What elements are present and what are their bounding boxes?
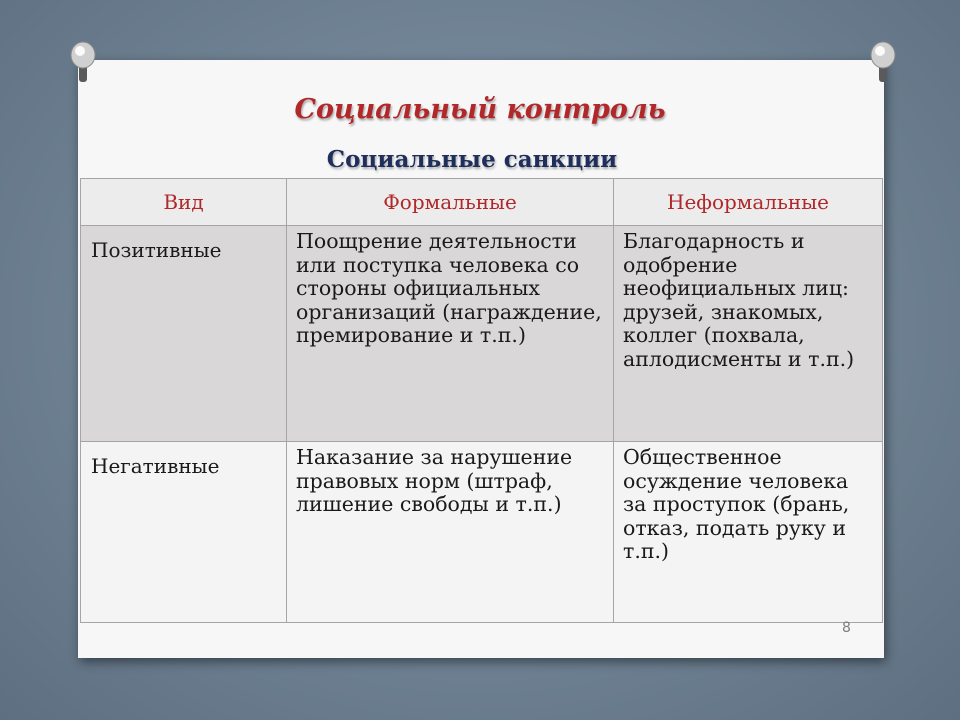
slide-number: 8 [842,620,851,636]
formal-text: Наказание за нарушение правовых норм (штраф, лишение свободы и т.п.) [296,445,573,516]
pushpin-icon [868,40,898,84]
row-type-label: Негативные [91,454,220,478]
informal-text: Общественное осуждение человека за проступок (брань, отказ, подать руку и т.п.) [623,445,850,563]
row-type-cell [81,226,287,442]
slide-title: Социальный контроль [294,94,666,125]
slide-subtitle: Социальные санкции [326,146,618,173]
table-header-row [81,179,883,226]
informal-cell [614,226,883,442]
table-row [81,226,883,442]
table-row [81,442,883,623]
header-type: Вид [81,179,287,226]
formal-cell [287,226,614,442]
sanctions-table [80,178,883,623]
row-type-label: Позитивные [91,238,222,262]
row-type-cell [81,442,287,623]
formal-text: Поощрение деятельности или поступка человека со стороны официальных организаций (награждение, премирование и т.п.) [296,229,602,347]
informal-cell [614,442,883,623]
header-formal: Формальные [287,179,614,226]
header-informal: Неформальные [614,179,883,226]
informal-text: Благодарность и одобрение неофициальных лиц: друзей, знакомых, коллег (похвала, аплодисменты и т.п.) [623,229,855,371]
pushpin-icon [68,40,98,84]
formal-cell [287,442,614,623]
